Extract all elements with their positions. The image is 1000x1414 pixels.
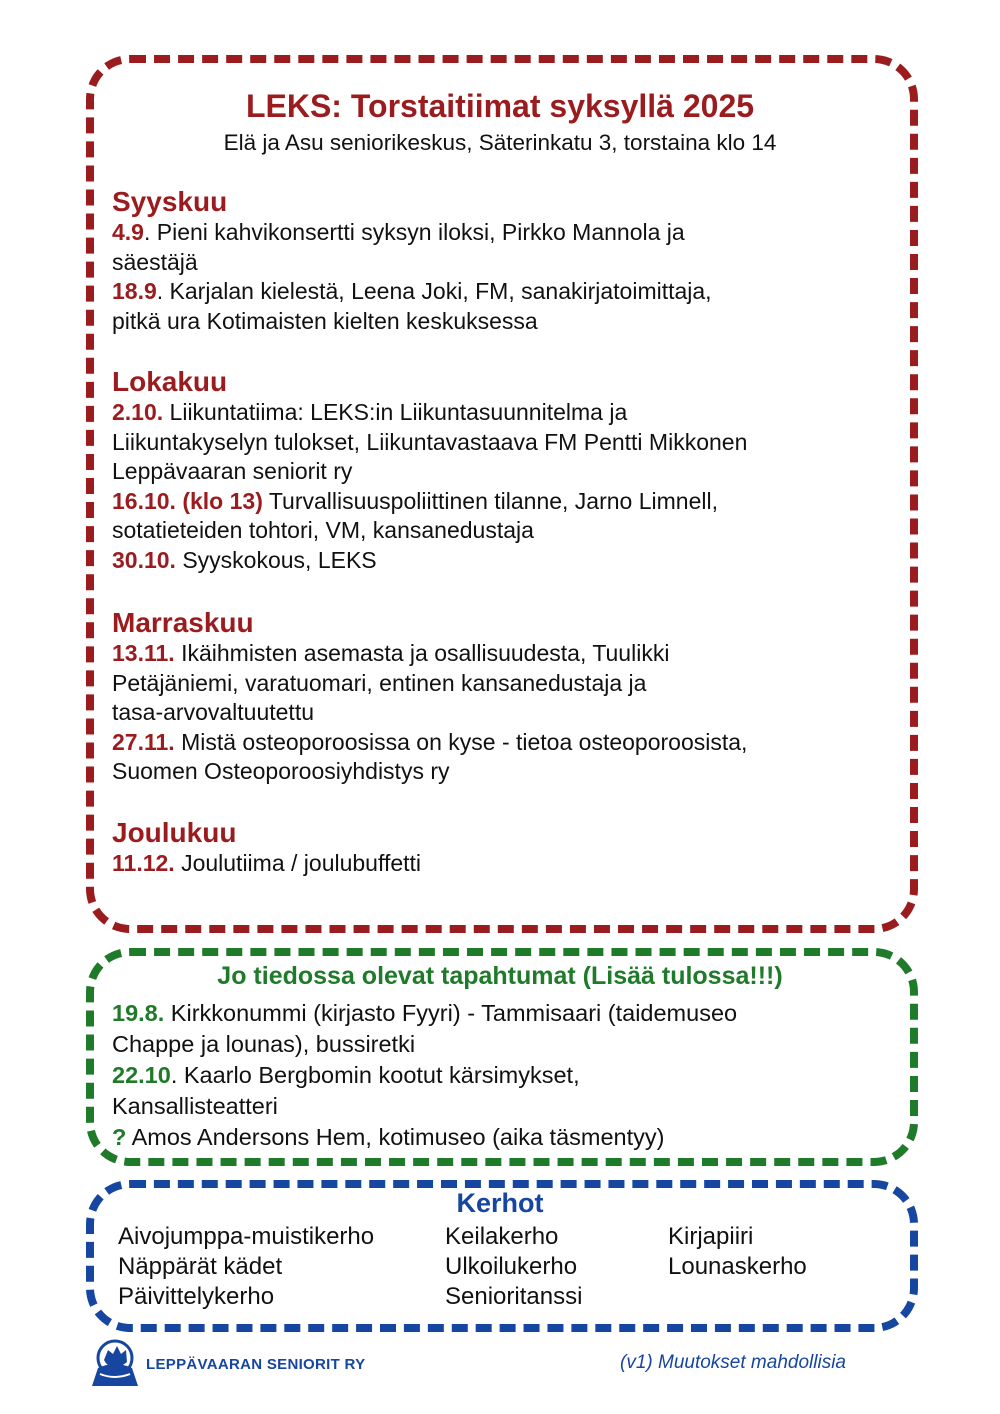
event-item (112, 277, 892, 307)
club-item: Näppärät kädet (118, 1253, 283, 1280)
event-date: 19.8. (112, 1000, 165, 1026)
club-item: Aivojumppa-muistikerho (118, 1223, 375, 1250)
club-item: Senioritanssi (445, 1283, 583, 1310)
event-text: Turvallisuuspoliittinen tilanne, Jarno Limnell, (262, 487, 718, 514)
event-date: ? (112, 1124, 127, 1150)
event-item (112, 546, 892, 576)
month-heading: Marraskuu (112, 607, 254, 638)
organization-name: LEPPÄVAARAN SENIORIT RY (146, 1356, 366, 1373)
event-text: Ikäihmisten asemasta ja osallisuudesta, Tuulikki (174, 640, 670, 666)
known-event-item (112, 1060, 892, 1091)
club-item: Päivittelykerho (118, 1283, 275, 1310)
event-text-cont: sotatieteiden tohtori, VM, kansanedustaja (112, 517, 534, 543)
event-text-cont: Suomen Osteoporoosiyhdistys ry (112, 758, 450, 784)
event-date: 11.12. (112, 850, 175, 876)
club-item: Keilakerho (445, 1223, 559, 1250)
clubs-title: Kerhot (456, 1188, 544, 1218)
version-note: (v1) Muutokset mahdollisia (620, 1352, 846, 1373)
event-item (112, 639, 892, 669)
event-date: 18.9 (112, 278, 157, 304)
event-date: 4.9 (112, 219, 144, 245)
event-text-cont: Leppävaaran seniorit ry (112, 458, 353, 484)
event-text: Mistä osteoporoosissa on kyse - tietoa osteoporoosista, (174, 728, 748, 755)
month-heading: Lokakuu (112, 366, 228, 397)
event-text: Amos Andersons Hem, kotimuseo (aika täsmentyy) (126, 1124, 665, 1150)
month-section-syyskuu (112, 186, 892, 336)
event-date: 16.10. (klo 13) (112, 487, 263, 514)
event-date: 27.11. (112, 728, 175, 755)
known-event-item (112, 1122, 892, 1153)
event-text-cont: Petäjäniemi, varatuomari, entinen kansanedustaja ja (112, 669, 647, 696)
event-item (112, 487, 892, 517)
event-date: 2.10. (112, 399, 164, 425)
event-item (112, 728, 892, 758)
event-date: 30.10. (112, 546, 176, 573)
month-section-joulukuu (112, 817, 892, 879)
club-item: Ulkoilukerho (445, 1253, 578, 1280)
event-text: Liikuntatiima: LEKS:in Liikuntasuunnitelma ja (163, 399, 628, 425)
event-text-cont: Chappe ja lounas), bussiretki (112, 1031, 416, 1057)
club-item: Kirjapiiri (668, 1223, 754, 1250)
event-item (112, 398, 892, 428)
event-item (112, 849, 892, 879)
month-section-lokakuu (112, 366, 892, 575)
event-text: Syyskokous, LEKS (175, 546, 377, 573)
organization-logo-icon (90, 1338, 140, 1390)
event-date: 22.10 (112, 1062, 171, 1088)
event-text-cont: pitkä ura Kotimaisten kielten keskuksessa (112, 307, 538, 334)
page-subtitle: Elä ja Asu seniorikeskus, Säterinkatu 3, torstaina klo 14 (223, 130, 777, 155)
known-event-item (112, 998, 892, 1029)
event-text-cont: säestäjä (112, 248, 198, 275)
event-text: Joulutiima / joulubuffetti (174, 850, 422, 876)
page-title: LEKS: Torstaitiimat syksyllä 2025 (245, 88, 755, 124)
event-text-cont: Liikuntakyselyn tulokset, Liikuntavastaava FM Pentti Mikkonen (112, 428, 748, 455)
event-text-cont: Kansallisteatteri (112, 1093, 278, 1119)
month-section-marraskuu (112, 607, 892, 787)
known-events-title: Jo tiedossa olevat tapahtumat (Lisää tulossa!!!) (217, 962, 783, 990)
club-column-3 (668, 1222, 807, 1282)
event-text-cont: tasa-arvovaltuutettu (112, 699, 315, 725)
event-text: . Karjalan kielestä, Leena Joki, FM, sanakirjatoimittaja, (156, 278, 712, 304)
event-text: . Kaarlo Bergbomin kootut kärsimykset, (170, 1062, 580, 1088)
event-text: . Pieni kahvikonsertti syksyn iloksi, Pirkko Mannola ja (143, 219, 685, 245)
known-events-list (112, 998, 892, 1153)
event-item (112, 218, 892, 248)
month-heading: Joulukuu (112, 817, 237, 848)
club-column-2 (445, 1222, 582, 1312)
club-item: Lounaskerho (668, 1253, 807, 1280)
event-date: 13.11. (112, 640, 175, 666)
month-heading: Syyskuu (112, 186, 228, 217)
club-column-1 (118, 1222, 374, 1312)
event-text: Kirkkonummi (kirjasto Fyyri) - Tammisaari (taidemuseo (164, 1000, 738, 1026)
